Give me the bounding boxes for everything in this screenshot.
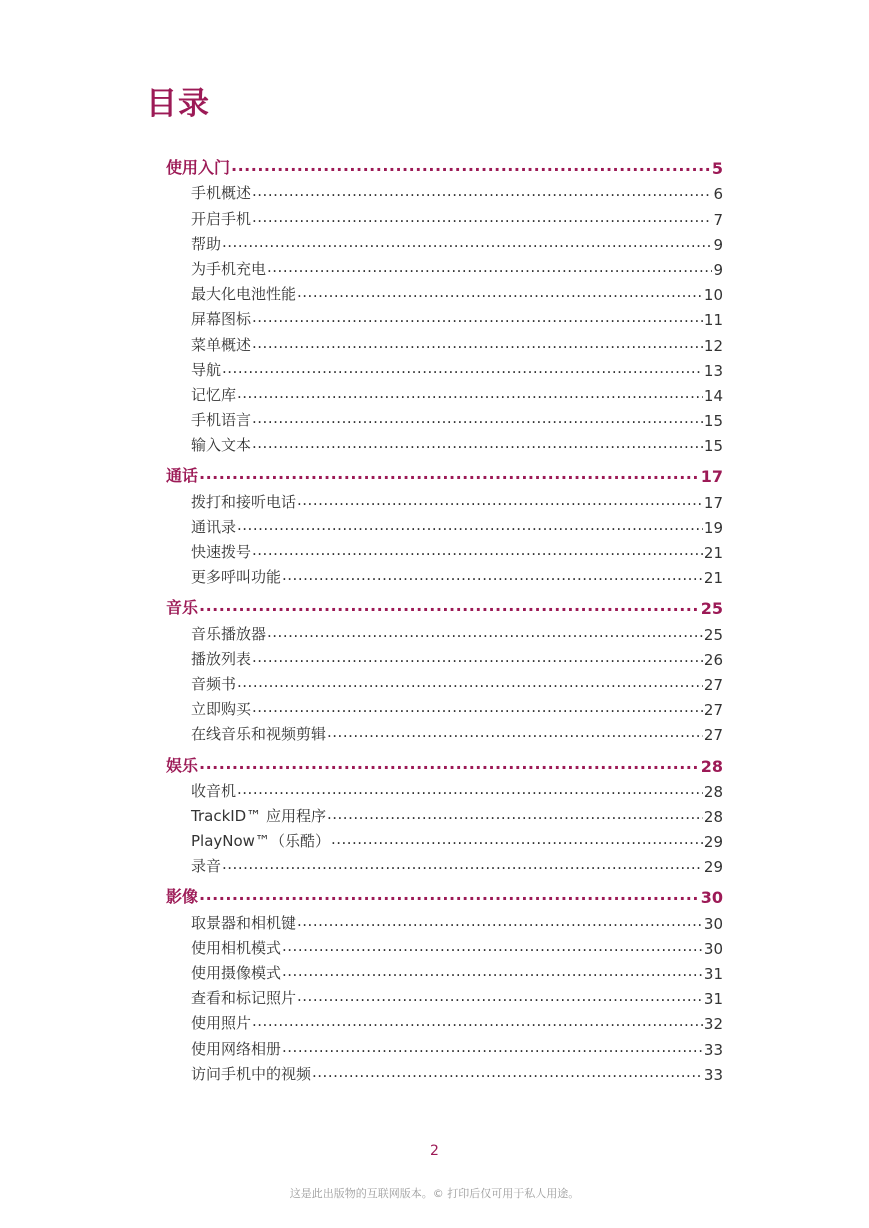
toc-entry-label: 菜单概述 (191, 335, 252, 354)
toc-entry[interactable] (166, 355, 723, 380)
toc-entry-page: 30 (703, 914, 723, 933)
toc-entry-label: 开启手机 (191, 209, 252, 228)
toc-entry[interactable] (166, 304, 723, 329)
dot-leader (297, 493, 703, 512)
dot-leader (222, 361, 703, 380)
toc-entry-page: 31 (703, 965, 723, 983)
toc-entry-label: 在线音乐和视频剪辑 (191, 725, 327, 744)
toc-entry-label: 取景器和相机键 (191, 913, 297, 932)
toc-entry-label: 收音机 (191, 781, 237, 800)
toc-entry-label: 快速拨号 (191, 543, 252, 561)
toc-entry[interactable] (166, 907, 723, 932)
dot-leader (312, 1065, 703, 1084)
dot-leader (252, 543, 703, 562)
dot-leader (222, 235, 712, 254)
dot-leader (282, 964, 703, 983)
toc-entry[interactable] (166, 669, 723, 694)
dot-leader (297, 914, 703, 933)
toc-chapter-label: 音乐 (166, 598, 199, 618)
toc-entry[interactable] (166, 512, 723, 537)
toc-chapter-page: 17 (700, 467, 723, 487)
toc-entry-page: 27 (703, 701, 723, 720)
toc-entry-label: 拨打和接听电话 (191, 492, 297, 511)
dot-leader (267, 260, 712, 279)
toc-chapter-label: 影像 (166, 887, 199, 907)
dot-leader (237, 386, 703, 405)
toc-entry-label: 查看和标记照片 (191, 989, 297, 1008)
toc-chapter[interactable] (166, 882, 723, 907)
page-title: 目录 (146, 86, 210, 122)
toc-entry[interactable] (166, 537, 723, 562)
toc-entry[interactable] (166, 203, 723, 228)
dot-leader (199, 887, 700, 907)
toc-chapter-label: 使用入门 (166, 158, 231, 178)
toc-entry[interactable] (166, 958, 723, 983)
toc-entry-page: 27 (703, 675, 723, 694)
toc-entry-page: 29 (703, 858, 723, 877)
toc-entry-label: 屏幕图标 (191, 310, 252, 329)
toc-entry-label: 访问手机中的视频 (191, 1064, 312, 1083)
toc-entry-page: 14 (703, 386, 723, 405)
dot-leader (297, 285, 703, 304)
toc-entry-page: 21 (703, 544, 723, 562)
dot-leader (267, 625, 703, 644)
toc-entry[interactable] (166, 279, 723, 304)
toc-chapter-label: 通话 (166, 466, 199, 486)
toc-entry-page: 21 (703, 569, 723, 588)
toc-entry-label: 更多呼叫功能 (191, 568, 282, 587)
toc-entry[interactable] (166, 694, 723, 719)
toc-entry[interactable] (166, 562, 723, 587)
toc-entry-label: PlayNow™（乐酷） (191, 832, 330, 851)
toc-entry-label: 使用摄像模式 (191, 964, 282, 982)
dot-leader (282, 939, 703, 958)
table-of-contents (166, 153, 723, 1084)
toc-entry-label: 为手机充电 (191, 259, 267, 278)
toc-entry-label: 播放列表 (191, 649, 252, 668)
toc-entry-page: 9 (713, 260, 723, 279)
toc-entry[interactable] (166, 229, 723, 254)
toc-entry[interactable] (166, 486, 723, 511)
toc-entry-label: 帮助 (191, 234, 222, 253)
dot-leader (237, 518, 703, 537)
toc-entry-page: 27 (703, 726, 723, 745)
toc-entry-page: 15 (703, 412, 723, 431)
toc-entry[interactable] (166, 254, 723, 279)
toc-entry-label: 使用照片 (191, 1014, 252, 1033)
toc-entry-page: 19 (703, 518, 723, 537)
toc-entry-page: 30 (703, 939, 723, 958)
toc-entry[interactable] (166, 933, 723, 958)
toc-entry[interactable] (166, 851, 723, 876)
footer-note: 这是此出版物的互联网版本。© 打印后仅可用于私人用途。 (289, 1187, 580, 1200)
dot-leader (252, 700, 703, 719)
toc-entry-label: 使用网络相册 (191, 1039, 282, 1058)
toc-chapter-page: 28 (700, 756, 723, 776)
toc-entry-page: 29 (703, 833, 723, 852)
toc-entry-page: 31 (703, 990, 723, 1009)
dot-leader (222, 857, 703, 876)
toc-entry-label: 通讯录 (191, 517, 237, 536)
toc-entry-label: TrackID™ 应用程序 (191, 806, 326, 825)
dot-leader (237, 675, 703, 694)
toc-entry-page: 9 (713, 235, 723, 254)
toc-entry-label: 音频书 (191, 674, 237, 693)
dot-leader (231, 158, 711, 178)
toc-entry-page: 10 (703, 286, 723, 305)
toc-entry[interactable] (166, 1059, 723, 1084)
dot-leader (252, 210, 712, 229)
toc-entry-label: 最大化电池性能 (191, 285, 297, 304)
toc-entry[interactable] (166, 1008, 723, 1033)
toc-entry-page: 17 (703, 493, 723, 512)
dot-leader (252, 184, 712, 203)
toc-entry-page: 13 (703, 361, 723, 380)
toc-chapter-page: 30 (700, 888, 723, 908)
toc-entry[interactable] (166, 329, 723, 354)
toc-entry[interactable] (166, 719, 723, 744)
dot-leader (331, 832, 703, 851)
dot-leader (282, 568, 703, 587)
toc-chapter[interactable] (166, 461, 723, 486)
toc-chapter-page: 5 (711, 159, 723, 179)
dot-leader (252, 336, 703, 355)
dot-leader (282, 1040, 703, 1059)
toc-entry-label: 输入文本 (191, 436, 252, 455)
toc-entry-label: 使用相机模式 (191, 938, 282, 957)
dot-leader (252, 650, 703, 669)
toc-chapter-page: 25 (700, 599, 723, 619)
toc-entry-page: 7 (713, 210, 723, 229)
toc-chapter[interactable] (166, 750, 723, 775)
toc-entry-page: 11 (703, 311, 723, 330)
toc-entry[interactable] (166, 801, 723, 826)
toc-entry-label: 手机语言 (191, 411, 252, 430)
toc-entry[interactable] (166, 380, 723, 405)
dot-leader (297, 989, 703, 1008)
toc-entry[interactable] (166, 618, 723, 643)
toc-entry-page: 28 (703, 782, 723, 801)
page-number: 2 (430, 1143, 439, 1159)
toc-entry-page: 12 (703, 336, 723, 355)
dot-leader (199, 756, 700, 776)
toc-entry-label: 录音 (191, 857, 222, 876)
toc-entry-page: 33 (703, 1040, 723, 1059)
toc-entry[interactable] (166, 983, 723, 1008)
toc-entry-label: 手机概述 (191, 184, 252, 203)
toc-entry[interactable] (166, 430, 723, 455)
dot-leader (327, 725, 703, 744)
toc-entry-page: 28 (703, 807, 723, 826)
dot-leader (327, 807, 703, 826)
toc-entry-label: 导航 (191, 360, 222, 379)
dot-leader (252, 411, 703, 430)
dot-leader (252, 436, 703, 455)
toc-entry-page: 26 (703, 650, 723, 669)
dot-leader (199, 598, 700, 618)
toc-entry-page: 15 (703, 437, 723, 456)
toc-entry-label: 立即购买 (191, 700, 252, 719)
toc-entry-label: 音乐播放器 (191, 624, 267, 643)
toc-entry-label: 记忆库 (191, 385, 237, 404)
toc-entry[interactable] (166, 826, 723, 851)
dot-leader (237, 782, 703, 801)
toc-entry-page: 25 (703, 625, 723, 644)
toc-entry[interactable] (166, 776, 723, 801)
dot-leader (252, 310, 703, 329)
toc-entry[interactable] (166, 1033, 723, 1058)
toc-entry[interactable] (166, 178, 723, 203)
toc-entry[interactable] (166, 405, 723, 430)
toc-entry-page: 6 (713, 185, 723, 204)
toc-chapter[interactable] (166, 593, 723, 618)
toc-entry-page: 32 (703, 1015, 723, 1034)
dot-leader (252, 1014, 703, 1033)
toc-chapter-label: 娱乐 (166, 755, 199, 775)
toc-entry[interactable] (166, 644, 723, 669)
dot-leader (199, 466, 700, 486)
toc-chapter[interactable] (166, 153, 723, 178)
toc-entry-page: 33 (703, 1065, 723, 1084)
